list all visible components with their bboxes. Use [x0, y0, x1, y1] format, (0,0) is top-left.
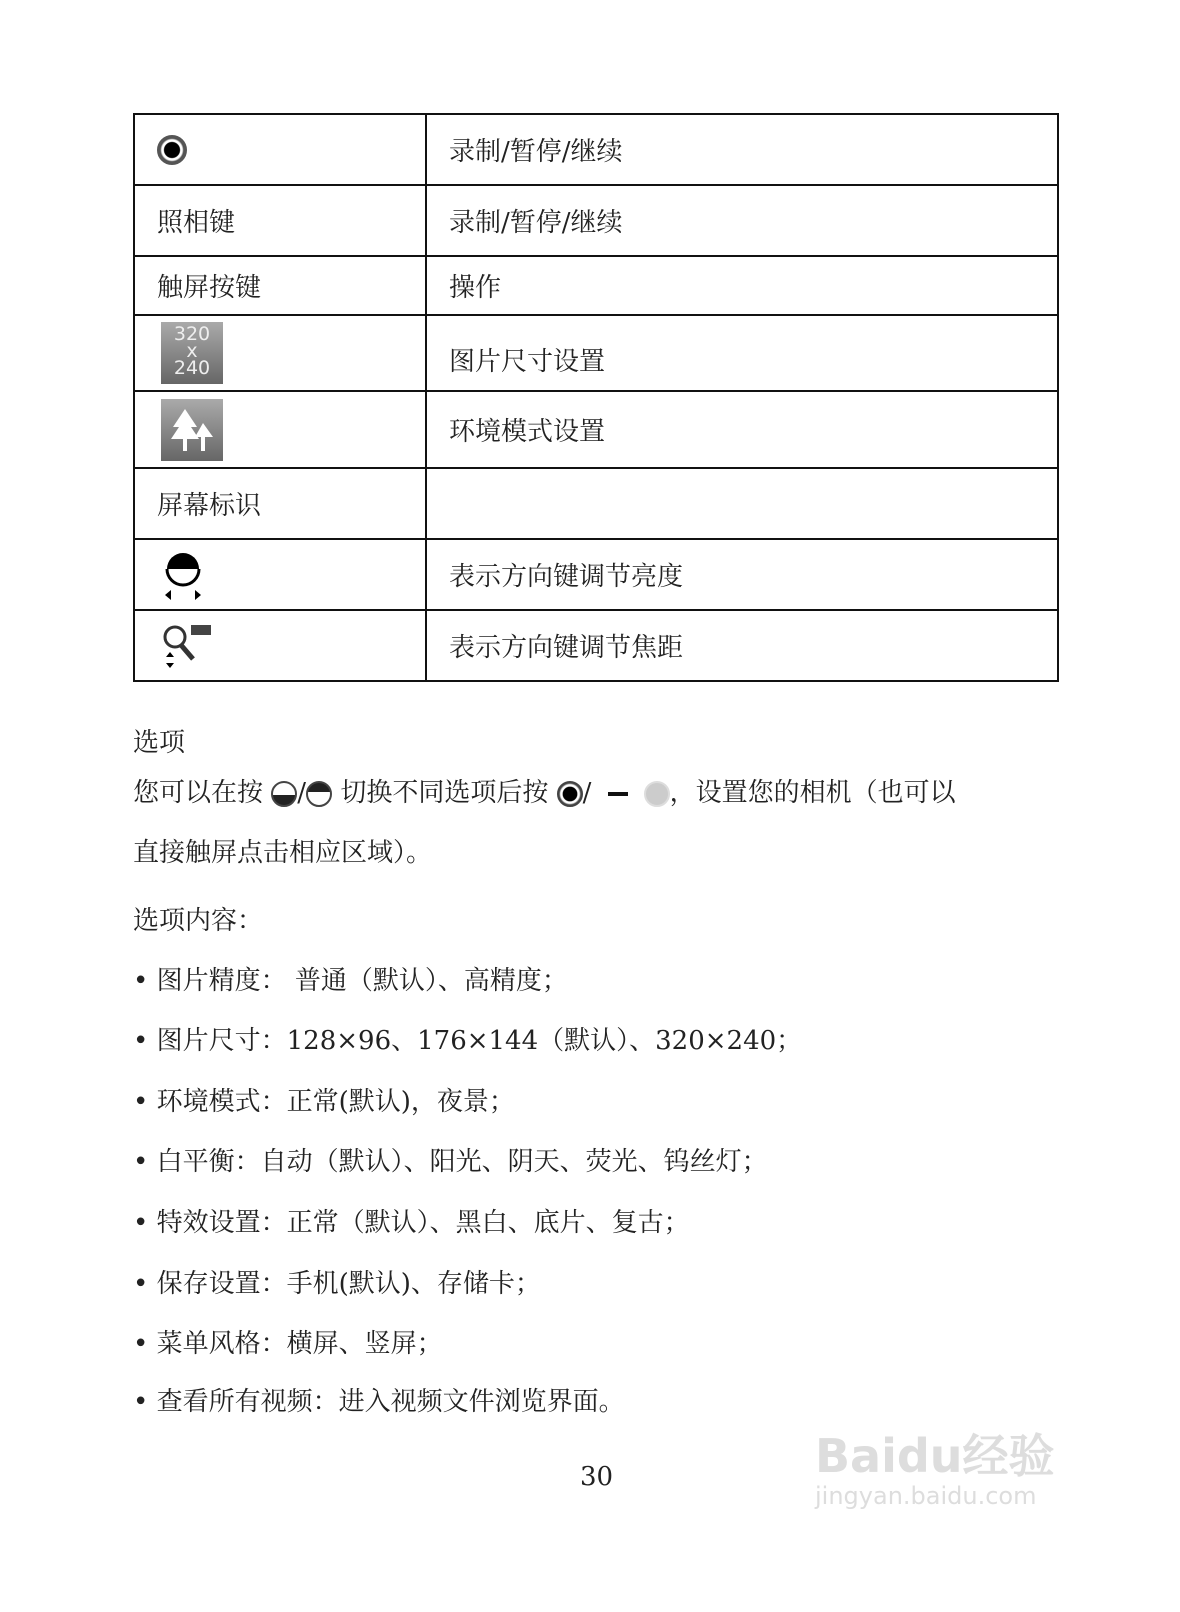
options-paragraph: [133, 772, 956, 809]
ok-key-icon: [557, 781, 583, 807]
icon-text: 240: [173, 357, 211, 379]
record-button-icon: [157, 135, 187, 165]
table-row: [134, 539, 1058, 610]
up-key-icon: [306, 781, 332, 807]
soft-key-icon: [644, 781, 670, 807]
table-row: [134, 468, 1058, 539]
baidu-watermark-logo: Baidu经验: [815, 1429, 1055, 1483]
image-size-icon: [161, 322, 223, 384]
function-cell: 图片尺寸设置: [426, 315, 1058, 391]
table-row: [134, 391, 1058, 468]
list-item: • 白平衡：自动（默认）、阳光、阴天、荧光、钨丝灯；: [133, 1141, 768, 1178]
function-cell: 表示方向键调节亮度: [426, 539, 1058, 610]
list-item: • 查看所有视频：进入视频文件浏览界面。: [133, 1381, 625, 1418]
options-heading: 选项: [133, 728, 186, 758]
text: /: [582, 778, 592, 808]
text: 您可以在按: [133, 778, 264, 808]
minus-key-icon: [608, 792, 628, 796]
list-item: • 图片尺寸：128×96、176×144（默认）、320×240；: [133, 1020, 802, 1057]
page-number: 30: [580, 1462, 614, 1492]
watermark-url: jingyan.baidu.com: [815, 1482, 1037, 1510]
options-paragraph: 直接触屏点击相应区域）。: [133, 838, 433, 868]
list-item: • 特效设置：正常（默认）、黑白、底片、复古；: [133, 1202, 690, 1239]
function-cell: 操作: [426, 256, 1058, 315]
function-cell: 录制/暂停/继续: [426, 114, 1058, 185]
table-row: [134, 256, 1058, 315]
text: ，设置您的相机（也可以: [669, 778, 956, 808]
options-content-heading: 选项内容：: [133, 906, 264, 936]
zoom-icon: [161, 621, 215, 671]
text: 切换不同选项后按: [340, 778, 549, 808]
list-item: • 环境模式：正常(默认)，夜景；: [133, 1081, 515, 1118]
function-cell: 录制/暂停/继续: [426, 185, 1058, 256]
icon-text: 320: [173, 323, 211, 345]
brightness-icon: [161, 547, 205, 603]
function-cell: 环境模式设置: [426, 391, 1058, 468]
table-row: [134, 185, 1058, 256]
key-cell: 屏幕标识: [134, 468, 426, 539]
down-key-icon: [271, 781, 297, 807]
text: /: [297, 778, 307, 808]
key-cell: 照相键: [134, 185, 426, 256]
table-row: [134, 610, 1058, 681]
table-row: [134, 315, 1058, 391]
scene-mode-icon: [161, 399, 223, 461]
list-item: • 菜单风格：横屏、竖屏；: [133, 1323, 443, 1360]
list-item: • 图片精度： 普通（默认）、高精度；: [133, 960, 568, 997]
function-cell: [426, 468, 1058, 539]
icon-text: x: [186, 340, 198, 362]
list-item: • 保存设置：手机(默认)、存储卡；: [133, 1263, 541, 1300]
function-cell: 表示方向键调节焦距: [426, 610, 1058, 681]
key-function-table: [133, 113, 1059, 682]
table-row: [134, 114, 1058, 185]
key-cell: 触屏按键: [134, 256, 426, 315]
